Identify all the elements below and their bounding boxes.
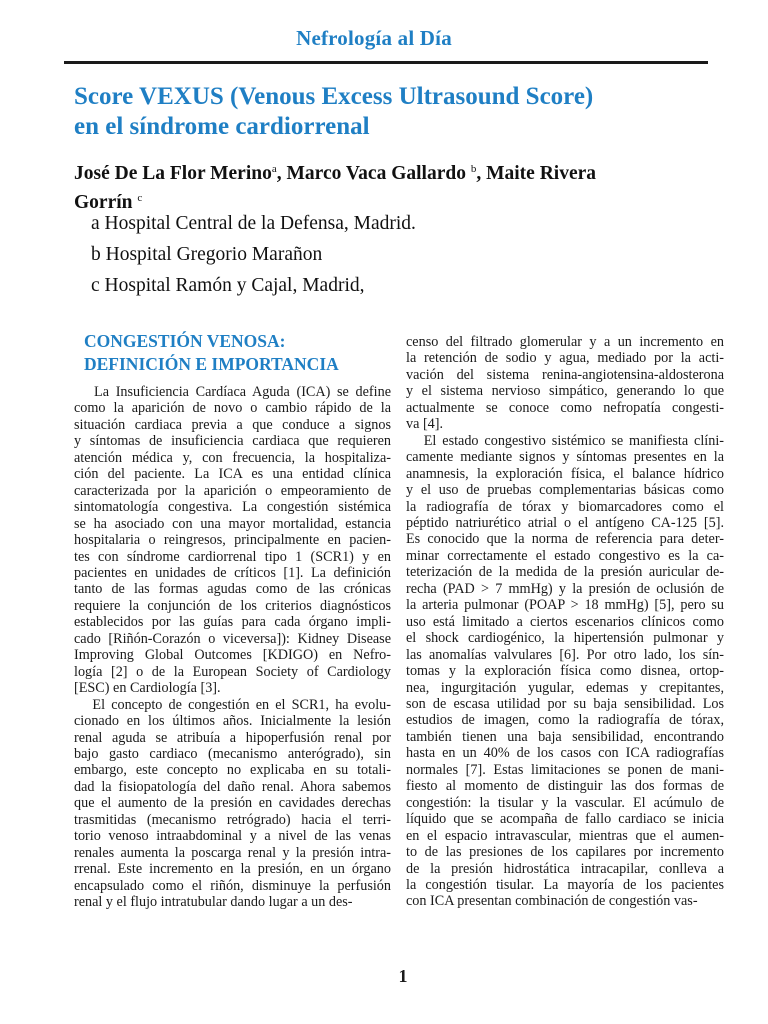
section-heading (84, 330, 394, 376)
left-column-body (74, 384, 391, 911)
text-line: uso está limitado a ciertos escenarios clínicos como (406, 613, 724, 630)
text-line: embargo, este concepto no explicaba en su totali- (74, 762, 391, 779)
text-line: anamnesis, la exploración física, el balance hídrico (406, 465, 724, 482)
page-number: 1 (398, 966, 408, 986)
text-line: normales [7]. Estas limitaciones se ponen de mani- (406, 761, 724, 778)
text-line: el shock cardiogénico, la hipertensión pulmonar y (406, 630, 724, 647)
text-line: tomas y la exploración física como disnea, ortop- (406, 663, 724, 680)
text-line: El concepto de congestión en el SCR1, ha evolu- (74, 696, 391, 713)
text-line: hospitalaria o reingresos, principalmente en pacien- (74, 532, 391, 549)
text-line: son de escasa utilidad por su baja sensibilidad. Los (406, 695, 724, 712)
text-line: como la aparición de novo o cambio rápido de la (74, 400, 391, 417)
affiliation-c: c Hospital Ramón y Cajal, Madrid, (91, 275, 365, 296)
text-line: encapsulado como el riñón, disminuye la perfusión (74, 877, 391, 894)
author-affiliation-mark: b (470, 163, 477, 175)
text-line: la congestión tisular. La mayoría de los pacientes (406, 876, 724, 893)
text-line: renal y el flujo intratubular dando lugar a un des- (74, 894, 353, 911)
text-line: vación del sistema renina-angiotensina-aldosterona (406, 366, 724, 383)
text-line: caracterizada por la aparición o empeoramiento de (74, 482, 391, 499)
author-affiliation-mark: c (137, 192, 143, 204)
text-line: dad la fisiopatología del daño renal. Ahora sabemos (74, 778, 391, 795)
text-line: tes con síndrome cardiorrenal tipo 1 (SCR1) y en (74, 548, 391, 565)
text-line: también tienen una baja sensibilidad, encontrando (406, 728, 724, 745)
text-line: péptido natriurético atrial o el antígeno CA-125 [5]. (406, 514, 724, 531)
text-line: censo del filtrado glomerular y a un incremento en (406, 334, 724, 350)
affiliation-a: a Hospital Central de la Defensa, Madrid. (91, 213, 416, 234)
header-divider (64, 61, 708, 64)
text-line: va [4]. (406, 416, 444, 433)
text-line: logía [2] o de la European Society of Cardiology (74, 663, 391, 680)
text-line: situación cardiaca previa a que conduce a signos (74, 416, 391, 433)
text-line: hasta en un 40% de los casos con ICA radiografías (406, 745, 724, 762)
text-line: pacientes en unidades de críticos [1]. La definición (74, 564, 391, 581)
text-line: que el aumento de la presión en cavidades derechas (74, 795, 391, 812)
text-line: [ESC) en Cardiología [3]. (74, 680, 221, 697)
author-name: , Maite Rivera (476, 163, 597, 184)
text-line: y síntomas de insuficiencia cardiaca que requieren (74, 433, 391, 450)
text-line: tanto de las formas agudas como de las crónicas (74, 581, 391, 598)
text-line: to de las presiones de los capilares por incremento (406, 844, 724, 861)
text-line: la arteria pulmonar (POAP > 18 mmHg) [5], pero su (406, 597, 724, 614)
text-line: las anomalías valvulares [6]. Por otro lado, los sín- (406, 646, 724, 663)
text-line: recha (PAD > 7 mmHg) y la presión de oclusión de (406, 580, 724, 597)
text-line: líquido que se acompaña de fallo cardiaco se inicia (406, 811, 724, 828)
text-line: sintomatología congestiva. La congestión sistémica (74, 499, 391, 516)
text-line: La Insuficiencia Cardíaca Aguda (ICA) se define (74, 384, 391, 400)
text-line: de la presión hidrostática intracapilar, conlleva a (406, 860, 724, 877)
text-line: renales aumenta la poscarga renal y la presión intra- (74, 844, 391, 861)
article-title (74, 82, 714, 142)
text-line: estudios de imagen, como la radiografía de tórax, (406, 712, 724, 729)
author-name: , Marco Vaca Gallardo (276, 163, 471, 184)
text-line: rrenal. Este incremento en la presión, en un órgano (74, 861, 391, 878)
text-line: la radiografía de tórax y biomarcadores como el (406, 498, 724, 515)
text-line: Improving Global Outcomes [KDIGO) en Nefro- (74, 647, 391, 664)
text-line: El estado congestivo sistémico se manifiesta clíni- (406, 432, 724, 449)
text-line: minar correctamente el estado congestivo es la ca- (406, 547, 724, 564)
author-name: Gorrín (74, 192, 138, 213)
text-line: bajo gasto cardiaco (mecanismo anterógrado), sin (74, 745, 391, 762)
text-line: y el sistema nervioso simpático, generando lo que (406, 383, 724, 400)
text-line: nea, ingurgitación yugular, edemas y crepitantes, (406, 679, 724, 696)
author-affiliation-mark: a (271, 163, 277, 175)
text-line: requiere la conjunción de los criterios diagnósticos (74, 597, 391, 614)
text-line: renal aguda se atribuía a hipoperfusión renal por (74, 729, 391, 746)
text-line: atención médica y, con frecuencia, la hospitaliza- (74, 449, 391, 466)
article-title-line-1: Score VEXUS (Venous Excess Ultrasound Score) (74, 83, 594, 110)
right-column-body (406, 334, 724, 910)
text-line: trasmitidas (mecanismo retrógrado) hacia el terri- (74, 811, 391, 828)
section-heading-line-2: DEFINICIÓN E IMPORTANCIA (84, 354, 339, 374)
text-line: actualmente se conoce como nefropatía congesti- (406, 399, 724, 416)
text-line: establecidos por las guías para cada órgano impli- (74, 614, 391, 631)
text-line: ción del paciente. La ICA es una entidad clínica (74, 466, 391, 483)
affiliation-b: b Hospital Gregorio Marañon (91, 244, 323, 265)
text-line: congestión: la tisular y la vascular. El acúmulo de (406, 794, 724, 811)
journal-header: Nefrología al Día (296, 26, 452, 50)
text-line: Es conocido que la norma de referencia para deter- (406, 531, 724, 548)
text-line: torio venoso intraabdominal y a nivel de las venas (74, 828, 391, 845)
text-line: cado [Riñón-Corazón o viceversa]): Kidney Disease (74, 630, 391, 647)
text-line: fiesto al momento de distinguir las dos formas de (406, 778, 724, 795)
author-list (74, 157, 714, 215)
text-line: teterización de la medida de la presión auricular de- (406, 564, 724, 581)
author-name: José De La Flor Merino (74, 163, 272, 184)
text-line: se ha asociado con una mayor mortalidad, estancia (74, 515, 391, 532)
text-line: con ICA presentan combinación de congestión vas- (406, 893, 698, 910)
text-line: camente mediante signos y síntomas presentes en la (406, 449, 724, 466)
text-line: la retención de sodio y agua, mediado por la acti- (406, 350, 724, 367)
text-line: y el uso de pruebas complementarias básicas como (406, 482, 724, 499)
article-title-line-2: en el síndrome cardiorrenal (74, 113, 370, 140)
section-heading-line-1: CONGESTIÓN VENOSA: (84, 331, 286, 351)
text-line: en el espacio intravascular, mientras que el aumen- (406, 827, 724, 844)
text-line: cionado en los últimos años. Inicialmente la lesión (74, 713, 391, 730)
